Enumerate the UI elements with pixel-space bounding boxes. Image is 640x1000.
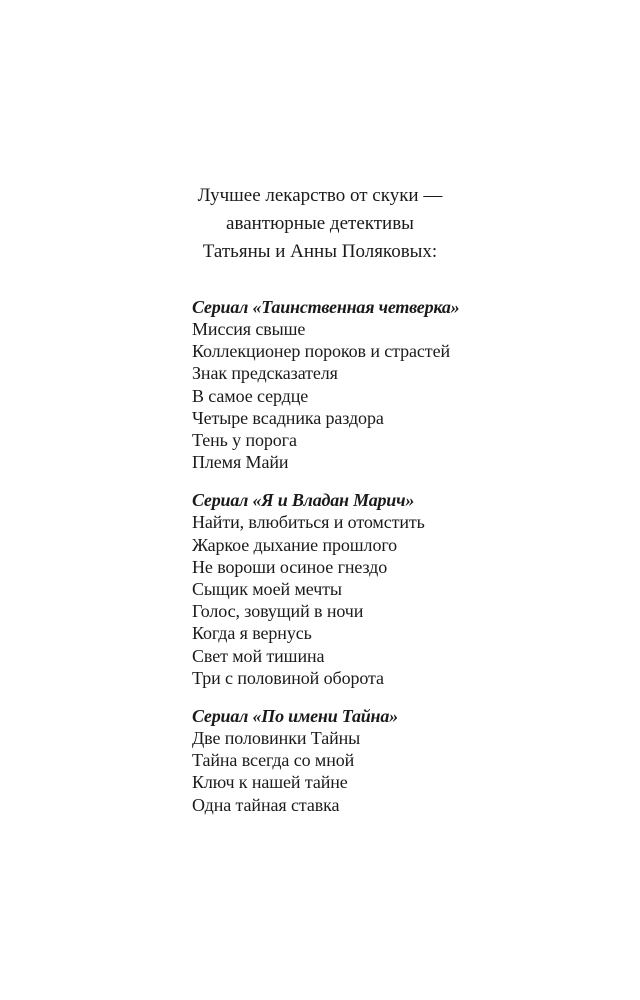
intro-heading [0, 182, 640, 266]
series-block [192, 489, 612, 689]
book-title: В самое сердце [192, 385, 309, 406]
book-title: Знак предсказателя [192, 363, 338, 384]
book-title: Найти, влюбиться и отомстить [192, 512, 425, 533]
book-title: Четыре всадника раздора [192, 407, 384, 428]
series-title: Сериал «По имени Тайна» [192, 706, 398, 727]
series-list [192, 296, 612, 832]
book-list [192, 318, 612, 473]
book-title: Сыщик моей мечты [192, 579, 342, 600]
book-title: Жаркое дыхание прошлого [192, 534, 398, 555]
book-title: Миссия свыше [192, 319, 306, 339]
intro-line: авантюрные детективы [226, 213, 414, 234]
book-title: Когда я вернусь [192, 623, 312, 644]
series-block [192, 296, 612, 473]
book-title: Тайна всегда со мной [192, 750, 355, 771]
book-title: Не вороши осиное гнездо [192, 556, 388, 577]
book-title: Одна тайная ставка [192, 794, 340, 815]
book-title: Тень у порога [192, 430, 297, 451]
book-list [192, 727, 612, 816]
book-title: Ключ к нашей тайне [192, 772, 348, 793]
book-title: Коллекционер пороков и страстей [192, 341, 450, 362]
series-block [192, 705, 612, 816]
intro-line: Татьяны и Анны Поляковых: [202, 241, 438, 262]
book-title: Три с половиной оборота [192, 667, 384, 688]
book-list [192, 511, 612, 689]
series-title: Сериал «Таинственная четверка» [192, 297, 460, 317]
book-title: Племя Майи [192, 452, 289, 473]
series-title: Сериал «Я и Владан Марич» [192, 490, 415, 511]
book-title: Две половинки Тайны [192, 728, 361, 749]
book-title: Голос, зовущий в ночи [192, 601, 364, 622]
book-title: Свет мой тишина [192, 645, 325, 666]
intro-line: Лучшее лекарство от скуки — [197, 185, 443, 206]
